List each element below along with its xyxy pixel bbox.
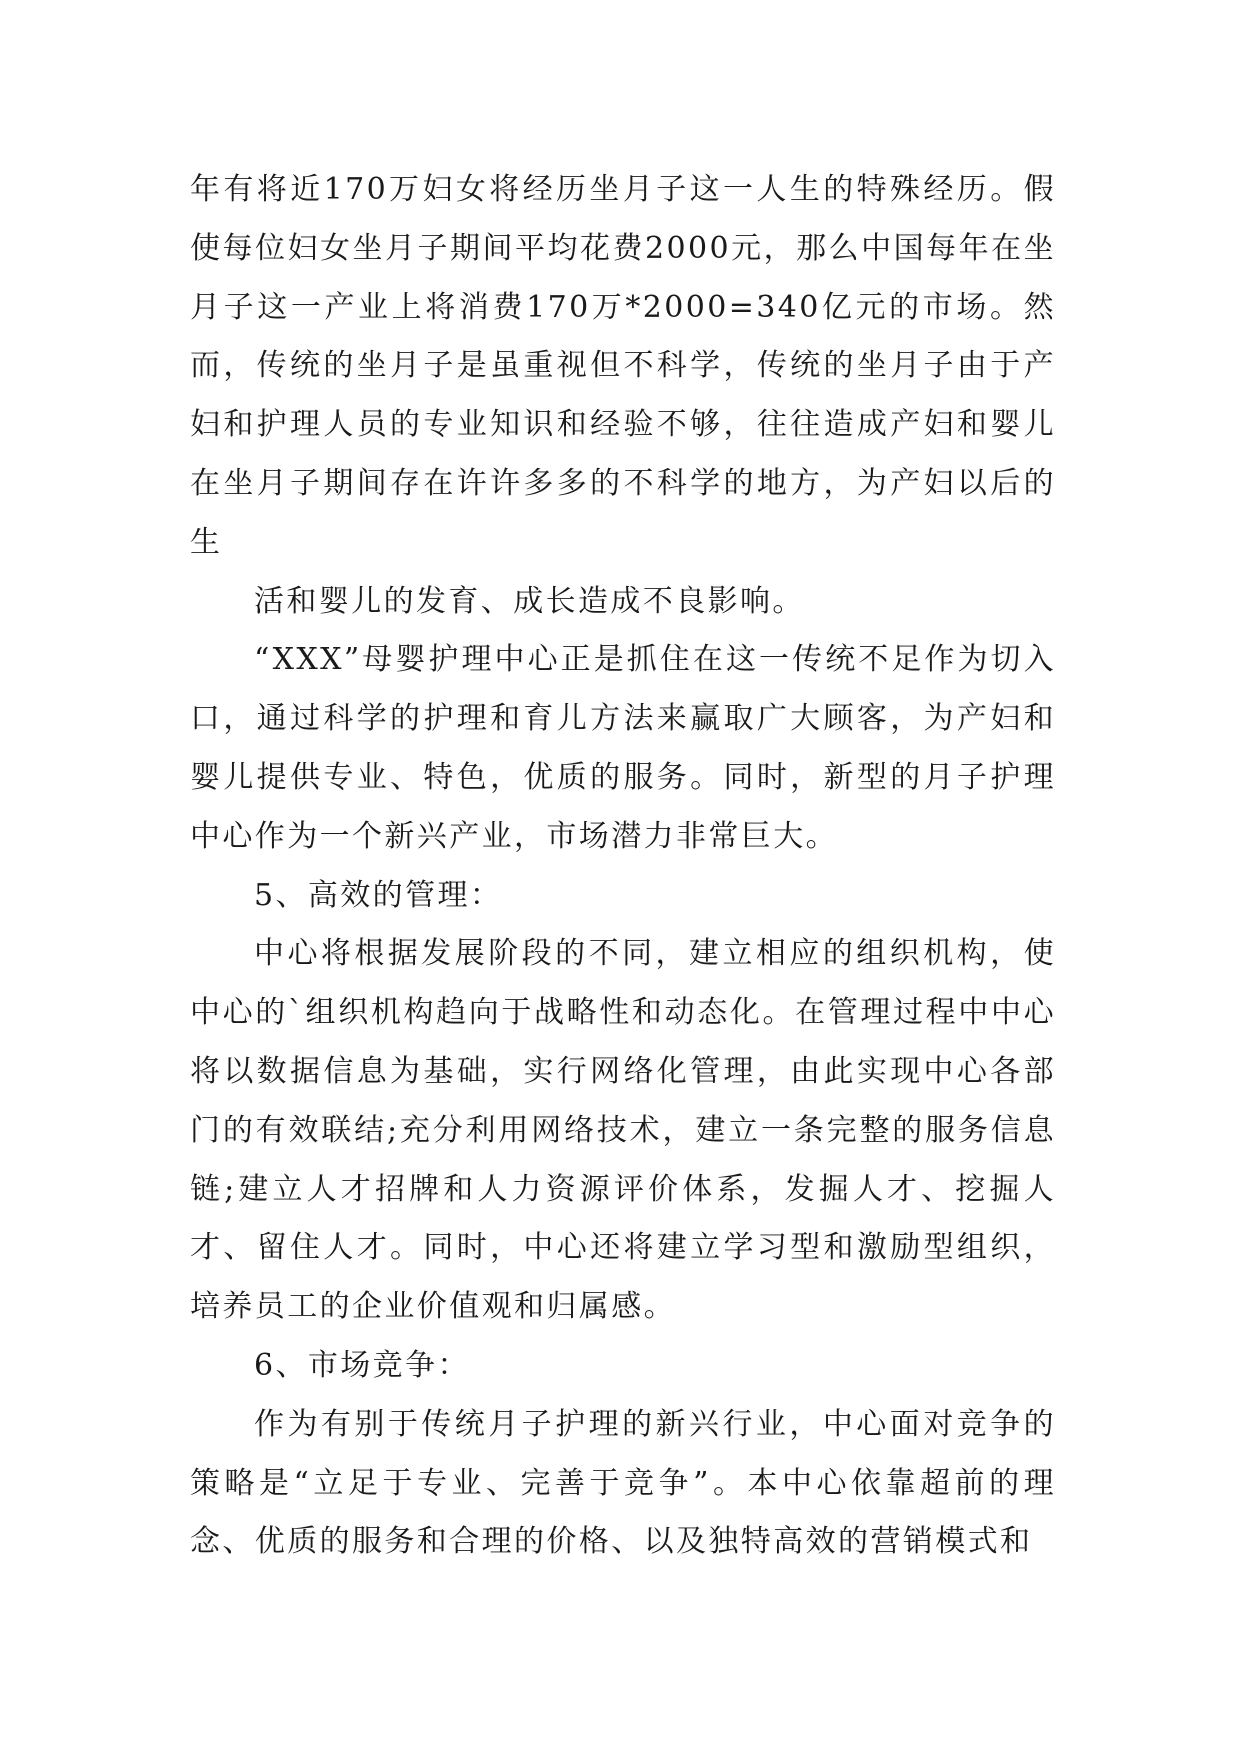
paragraph-competition: 作为有别于传统月子护理的新兴行业，中心面对竞争的策略是“立足于专业、完善于竞争”。本中心依靠超前的理念、优质的服务和合理的价格、以及独特高效的营销模式和 xyxy=(190,1406,1056,1560)
paragraph-market-size: 年有将近170万妇女将经历坐月子这一人生的特殊经历。假使每位妇女坐月子期间平均花费2000元，那么中国每年在坐月子这一产业上将消费170万*2000=340亿元的市场。然而，传统的坐月子是虽重视但不科学，传统的坐月子由于产妇和护理人员的专业知识和经验不够，往往造成产妇和婴儿在坐月子期间存在许许多多的不科学的地方，为产妇以后的生 xyxy=(190,172,1056,560)
section-heading-competition: 6、市场竞争： xyxy=(254,1347,470,1383)
paragraph-continuation: 活和婴儿的发育、成长造成不良影响。 xyxy=(254,583,805,619)
paragraph-management: 中心将根据发展阶段的不同，建立相应的组织机构，使中心的`组织机构趋向于战略性和动态化。在管理过程中中心将以数据信息为基础，实行网络化管理，由此实现中心各部门的有效联结;充分利用网络技术，建立一条完整的服务信息链;建立人才招牌和人力资源评价体系，发掘人才、挖掘人才、留住人才。同时，中心还将建立学习型和激励型组织，培养员工的企业价值观和归属感。 xyxy=(190,936,1056,1325)
section-heading-management: 5、高效的管理： xyxy=(254,877,503,913)
document-body xyxy=(190,161,1056,1572)
paragraph-center-intro: “XXX”母婴护理中心正是抓住在这一传统不足作为切入口，通过科学的护理和育儿方法来赢取广大顾客，为产妇和婴儿提供专业、特色，优质的服务。同时，新型的月子护理中心作为一个新兴产业，市场潜力非常巨大。 xyxy=(190,642,1056,854)
